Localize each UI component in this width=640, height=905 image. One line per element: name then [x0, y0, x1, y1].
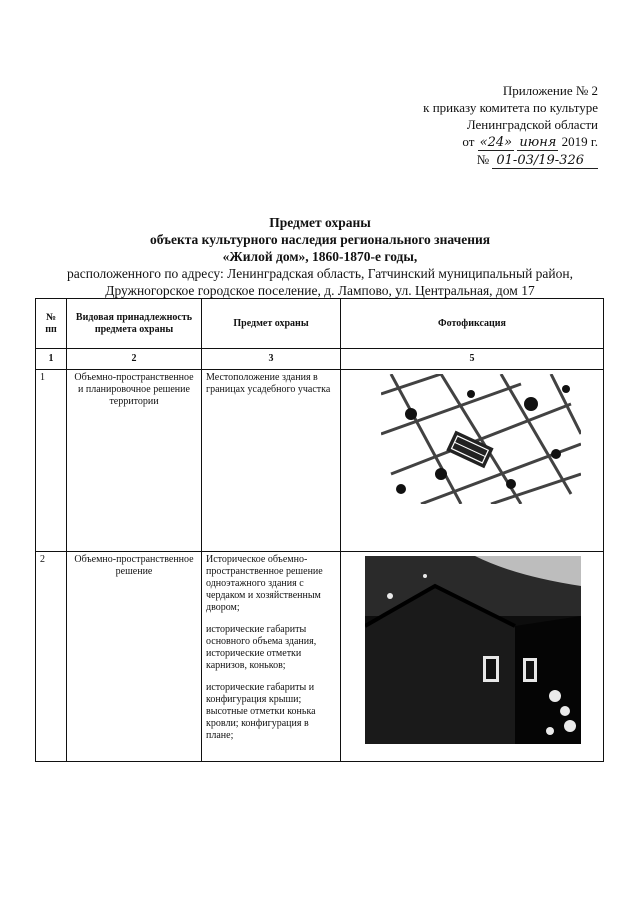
doc-title: Предмет охраны — [269, 215, 371, 230]
row-photo-cell — [341, 370, 604, 552]
subject-paragraph: исторические габариты основного объема здания, исторические отметки карнизов, коньков; — [206, 624, 317, 671]
header-subject: Предмет охраны — [202, 299, 341, 349]
header-type: Видовая принадлежность предмета охраны — [67, 299, 202, 349]
protection-table — [35, 298, 604, 762]
aerial-plan-photo — [381, 374, 581, 504]
appendix-title: Приложение № 2 — [502, 83, 598, 98]
doc-address: расположенного по адресу: Ленинградская область, Гатчинский муниципальный район, Дружногорское городское поселение, д. Лампово, ул. Центральная, дом 17 — [66, 266, 573, 298]
row-subject — [202, 552, 341, 762]
col-number: 3 — [202, 349, 341, 370]
appendix-region: Ленинградской области — [466, 117, 598, 132]
date-month: июня — [519, 135, 557, 150]
doc-object: «Жилой дом», 1860-1870-е годы, — [222, 249, 418, 264]
date-day: «24» — [479, 135, 513, 150]
header-photo: Фотофиксация — [341, 299, 604, 349]
order-number: 01-03/19-326 — [492, 153, 598, 169]
row-type: Объемно-пространственное и планировочное решение территории — [67, 370, 202, 552]
table-row — [36, 370, 604, 552]
col-number: 2 — [67, 349, 202, 370]
subject-paragraph: исторические габариты и конфигурация крыши; высотные отметки конька кровли; конфигурация в плане; — [206, 682, 316, 741]
header-num: № пп — [36, 299, 67, 349]
appendix-block — [378, 82, 598, 169]
doc-subtitle: объекта культурного наследия регионального значения — [149, 232, 491, 247]
appendix-order: к приказу комитета по культуре — [423, 100, 598, 115]
row-type: Объемно-пространственное решение — [67, 552, 202, 762]
house-facade-photo — [365, 556, 581, 744]
row-subject: Местоположение здания в границах усадебного участка — [202, 370, 341, 552]
row-number: 1 — [36, 370, 67, 552]
row-photo-cell — [341, 552, 604, 762]
appendix-date: от «24» июня 2019 г. — [462, 134, 598, 150]
col-number: 1 — [36, 349, 67, 370]
col-number: 5 — [341, 349, 604, 370]
appendix-number: № 01-03/19-326 — [378, 151, 598, 169]
table-row — [36, 552, 604, 762]
document-heading — [40, 214, 600, 299]
subject-paragraph: Историческое объемно-пространственное решение одноэтажного здания с чердаком и хозяйственным двором; — [206, 554, 323, 613]
row-number: 2 — [36, 552, 67, 762]
